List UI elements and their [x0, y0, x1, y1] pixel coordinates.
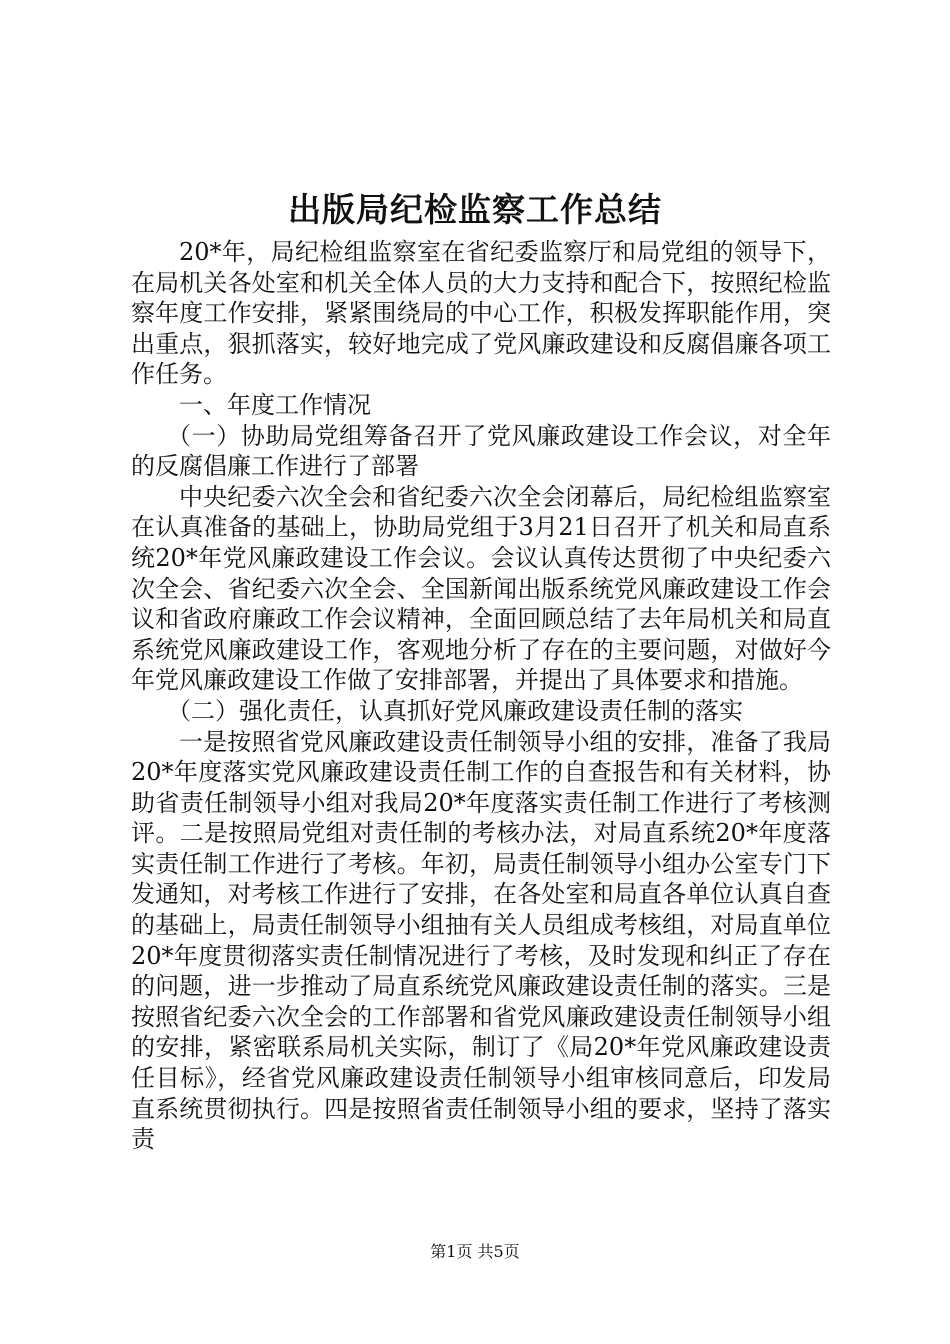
subsection-heading-2: （二）强化责任，认真抓好党风廉政建设责任制的落实 — [167, 696, 743, 725]
document-body — [131, 237, 831, 1155]
section-heading: 一、年度工作情况 — [179, 390, 371, 419]
page-footer: 第1页 共5页 — [430, 1242, 520, 1261]
document-title: 出版局纪检监察工作总结 — [288, 190, 662, 229]
body-paragraph-1: 中央纪委六次全会和省纪委六次全会闭幕后，局纪检组监察室在认真准备的基础上，协助局党组于3月21日召开了机关和局直系统20*年党风廉政建设工作会议。会议认真传达贯彻了中央纪委六次全会、省纪委六次全会、全国新闻出版系统党风廉政建设工作会议和省政府廉政工作会议精神，全面回顾总结了去年局机关和局直系统党风廉政建设工作，客观地分析了存在的主要问题，对做好今年党风廉政建设工作做了安排部署，并提出了具体要求和措施。 — [131, 482, 831, 695]
subsection-heading-1: （一）协助局党组筹备召开了党风廉政建设工作会议，对全年的反腐倡廉工作进行了部署 — [131, 421, 831, 481]
body-paragraph-2: 一是按照省党风廉政建设责任制领导小组的安排，准备了我局20*年度落实党风廉政建设责任制工作的自查报告和有关材料，协助省责任制领导小组对我局20*年度落实责任制工作进行了考核测评。二是按照局党组对责任制的考核办法，对局直系统20*年度落实责任制工作进行了考核。年初，局责任制领导小组办公室专门下发通知，对考核工作进行了安排，在各处室和局直各单位认真自查的基础上，局责任制领导小组抽有关人员组成考核组，对局直单位20*年度贯彻落实责任制情况进行了考核，及时发现和纠正了存在的问题，进一步推动了局直系统党风廉政建设责任制的落实。三是按照省纪委六次全会的工作部署和省党风廉政建设责任制领导小组的安排，紧密联系局机关实际，制订了《局20*年党风廉政建设责任目标》，经省党风廉政建设责任制领导小组审核同意后，印发局直系统贯彻执行。四是按照省责任制领导小组的要求，坚持了落实责 — [131, 727, 831, 1154]
intro-paragraph: 20*年，局纪检组监察室在省纪委监察厅和局党组的领导下，在局机关各处室和机关全体人员的大力支持和配合下，按照纪检监察年度工作安排，紧紧围绕局的中心工作，积极发挥职能作用，突出重点，狠抓落实，较好地完成了党风廉政建设和反腐倡廉各项工作任务。 — [131, 238, 831, 389]
